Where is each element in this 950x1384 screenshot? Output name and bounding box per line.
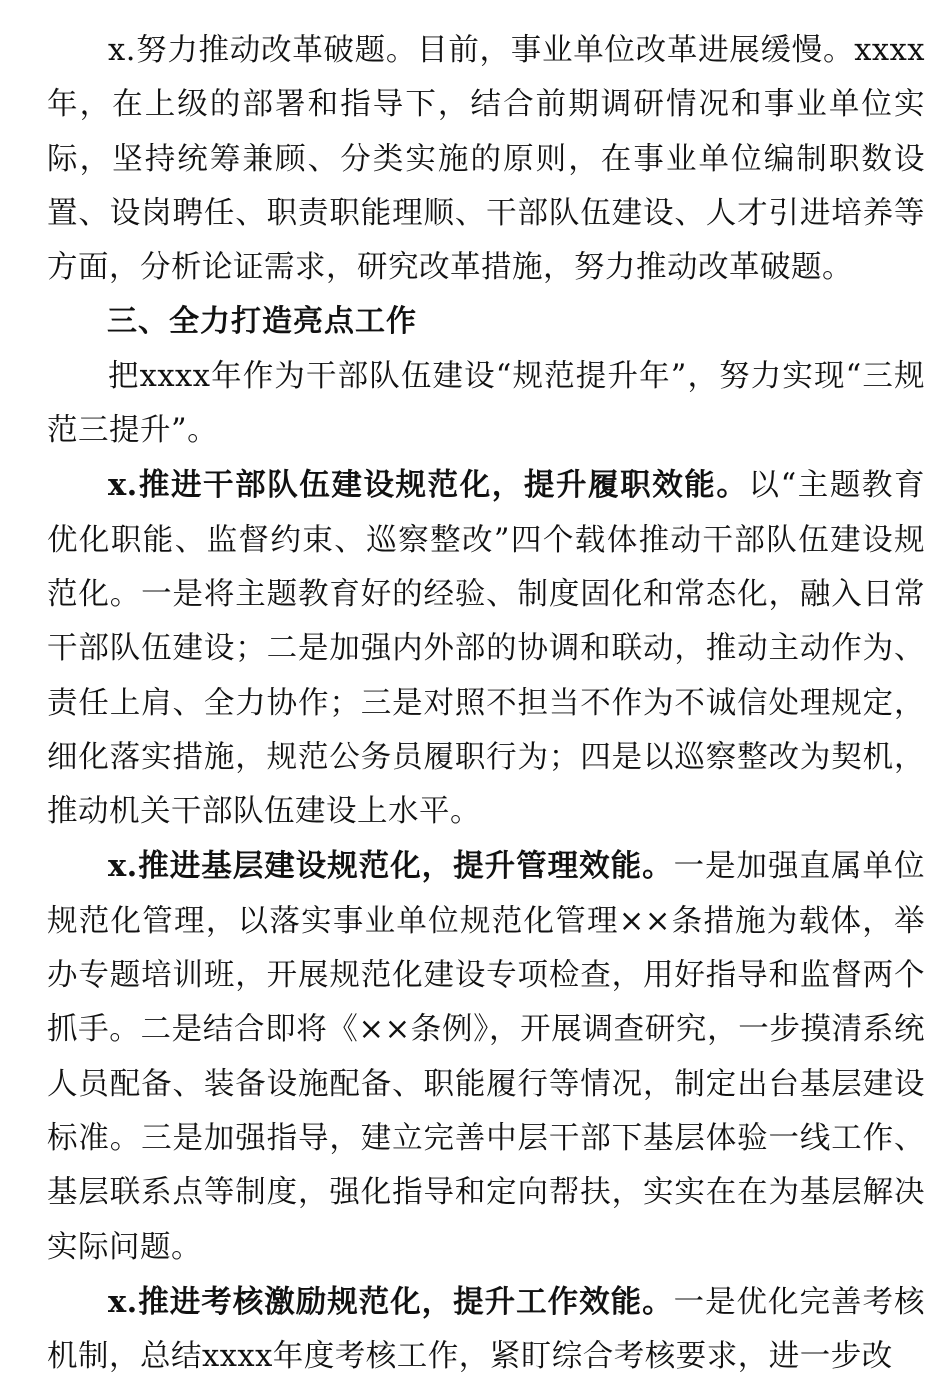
paragraph-grassroots-lead: x.推进基层建设规范化，提升管理效能。 xyxy=(108,848,674,885)
paragraph-cadre-body: 以“主题教育优化职能、监督约束、巡察整改”四个载体推动干部队伍建设规范化。一是将主题教育好的经验、制度固化和常态化，融入日常干部队伍建设；二是加强内外部的协调和联动，推动主动作为、责任上肩、全力协作；三是对照不担当不作为不诚信处理规定，细化落实措施，规范公务员履职行为；四是以巡察整改为契机，推动机关干部队伍建设上水平。 xyxy=(47,468,925,830)
paragraph-cadre-lead: x.推进干部队伍建设规范化，提升履职效能。 xyxy=(108,467,749,504)
paragraph-grassroots xyxy=(47,839,925,1274)
paragraph-cadre xyxy=(47,458,925,839)
paragraph-reform xyxy=(47,24,925,295)
paragraph-reform-body: 目前，事业单位改革进展缓慢。xxxx年，在上级的部署和指导下，结合前期调研情况和事业单位实际，坚持统筹兼顾、分类实施的原则，在事业单位编制职数设置、设岗聘任、职责职能理顺、干部队伍建设、人才引进培养等方面，分析论证需求，研究改革措施，努力推动改革破题。 xyxy=(47,33,925,286)
paragraph-assessment xyxy=(47,1275,925,1384)
paragraph-grassroots-body: 一是加强直属单位规范化管理，以落实事业单位规范化管理××条措施为载体，举办专题培训班，开展规范化建设专项检查，用好指导和监督两个抓手。二是结合即将《××条例》，开展调查研究，一步摸清系统人员配备、装备设施配备、职能履行等情况，制定出台基层建设标准。三是加强指导，建立完善中层干部下基层体验一线工作、基层联系点等制度，强化指导和定向帮扶，实实在在为基层解决实际问题。 xyxy=(47,849,925,1265)
paragraph-intro: 把xxxx年作为干部队伍建设“规范提升年”，努力实现“三规范三提升”。 xyxy=(47,358,925,449)
document-body xyxy=(47,24,925,1384)
section-heading: 三、全力打造亮点工作 xyxy=(107,304,417,340)
paragraph-assessment-body: 一是优化完善考核机制，总结xxxx年度考核工作，紧盯综合考核要求，进一步改 xyxy=(47,1284,925,1375)
paragraph-reform-lead: x.努力推动改革破题。 xyxy=(108,33,418,68)
paragraph-assessment-lead: x.推进考核激励规范化，提升工作效能。 xyxy=(108,1283,674,1320)
